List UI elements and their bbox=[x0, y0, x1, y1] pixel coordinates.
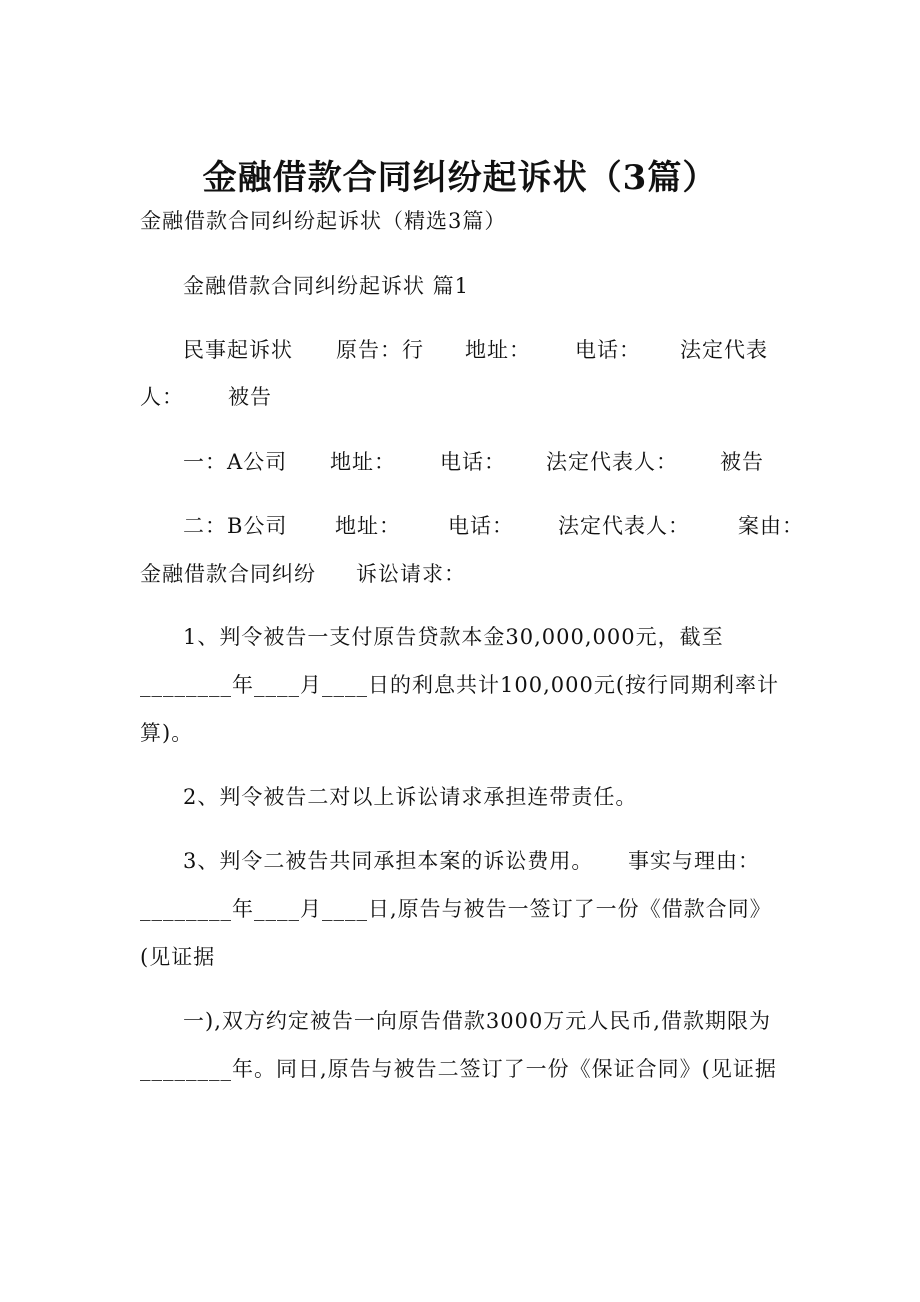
text-line-1e: 法定代表 bbox=[680, 338, 768, 362]
text-line-4b: 地址： bbox=[335, 514, 401, 538]
subtitle: 金融借款合同纠纷起诉状（精选3篇） bbox=[140, 209, 507, 233]
text-line-4e: 案由： bbox=[738, 514, 804, 538]
text-line-4c: 电话： bbox=[448, 514, 514, 538]
text-line-1d: 电话： bbox=[575, 338, 641, 362]
text-line-4a: 二：B公司 bbox=[183, 514, 288, 538]
text-line-3b: 地址： bbox=[330, 450, 396, 474]
text-line-3a: 一：A公司 bbox=[183, 450, 288, 474]
text-line-1c: 地址： bbox=[465, 338, 531, 362]
facts-line-2: (见证据 bbox=[140, 945, 216, 969]
facts-line-4: ________年。同日,原告与被告二签订了一份《保证合同》(见证据 bbox=[140, 1057, 777, 1081]
facts-line-3: 一),双方约定被告一向原告借款3000万元人民币,借款期限为 bbox=[183, 1009, 771, 1033]
facts-heading: 事实与理由： bbox=[628, 849, 760, 873]
claim-2: 2、判令被告二对以上诉讼请求承担连带责任。 bbox=[183, 785, 638, 809]
text-line-1a: 民事起诉状 bbox=[183, 338, 293, 362]
text-line-2a: 人： bbox=[140, 385, 184, 409]
claim-3: 3、判令二被告共同承担本案的诉讼费用。 bbox=[183, 849, 594, 873]
text-line-3c: 电话： bbox=[440, 450, 506, 474]
text-line-3e: 被告 bbox=[720, 450, 764, 474]
claim-1-line-3: 算)。 bbox=[140, 721, 194, 745]
text-line-2b: 被告 bbox=[228, 385, 272, 409]
text-line-5a: 金融借款合同纠纷 bbox=[140, 562, 316, 586]
claim-1-line-1: 1、判令被告一支付原告贷款本金30,000,000元，截至 bbox=[183, 625, 724, 649]
section-heading: 金融借款合同纠纷起诉状 篇1 bbox=[183, 274, 470, 298]
text-line-4d: 法定代表人： bbox=[558, 514, 690, 538]
text-line-3d: 法定代表人： bbox=[546, 450, 678, 474]
facts-line-1: ________年____月____日,原告与被告一签订了一份《借款合同》 bbox=[140, 897, 772, 921]
claim-1-line-2: ________年____月____日的利息共计100,000元(按行同期利率计 bbox=[140, 673, 780, 697]
page-title: 金融借款合同纠纷起诉状（3篇） bbox=[202, 158, 718, 198]
text-line-1b: 原告：行 bbox=[336, 338, 424, 362]
text-line-5b: 诉讼请求： bbox=[356, 562, 466, 586]
